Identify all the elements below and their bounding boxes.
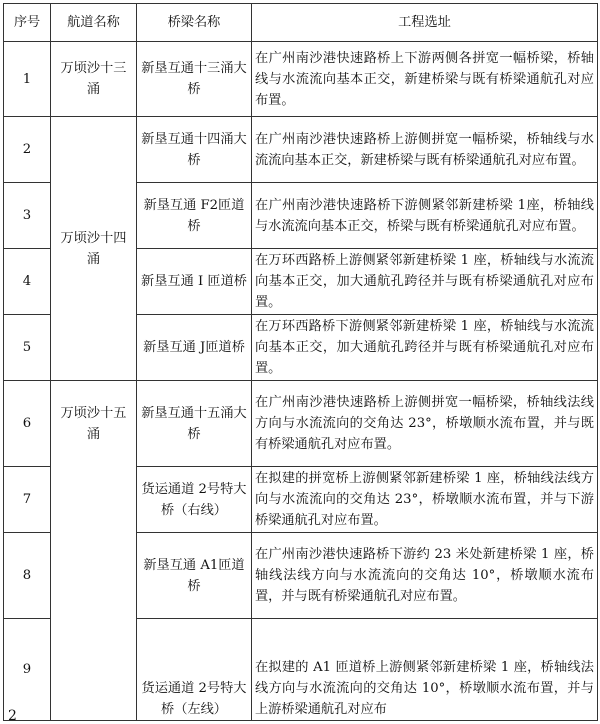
bridge-siting-table — [3, 3, 598, 724]
table-row — [4, 381, 598, 467]
row-number: 6 — [4, 381, 51, 467]
site-description: 在广州南沙港快速路桥下游侧紧邻新建桥梁 1座，桥轴线与水流流向基本正交，桥梁与既有桥梁通航孔对应布置。 — [252, 183, 598, 249]
channel-name: 万顷沙十四涌 — [51, 117, 137, 381]
header-channel: 航道名称 — [51, 4, 137, 42]
bridge-name: 新垦互通 F2匝道桥 — [137, 183, 252, 249]
site-description: 在广州南沙港快速路桥上游侧拼宽一幅桥梁，桥轴线法线方向与水流流向的交角达 23°，桥墩顺水流布置，并与既有桥梁通航孔对应布置。 — [252, 381, 598, 467]
bridge-name: 新垦互通十四涌大桥 — [137, 117, 252, 183]
row-number: 3 — [4, 183, 51, 249]
page-number: 2 — [8, 708, 17, 724]
bridge-name: 新垦互通 J匝道桥 — [137, 315, 252, 381]
row-number: 2 — [4, 117, 51, 183]
bridge-name: 新垦互通 I 匝道桥 — [137, 249, 252, 315]
channel-name: 万顷沙十三涌 — [51, 42, 137, 117]
site-description: 在拟建的拼宽桥上游侧紧邻新建桥梁 1 座，桥轴线法线方向与水流流向的交角达 23°，桥墩顺水流布置，并与下游桥梁通航孔对应布置。 — [252, 467, 598, 533]
row-number: 9 — [4, 619, 51, 721]
site-description: 在广州南沙港快速路桥下游约 23 米处新建桥梁 1 座，桥轴线法线方向与水流流向的交角达 10°，桥墩顺水流布置，并与既有桥梁通航孔对应布置。 — [252, 533, 598, 619]
site-description: 在万环西路桥下游侧紧邻新建桥梁 1 座，桥轴线与水流流向基本正交，加大通航孔跨径并与既有桥梁通航孔对应布置。 — [252, 315, 598, 381]
bridge-name: 货运通道 2号特大桥（右线） — [137, 467, 252, 533]
site-description: 在万环西路桥上游侧紧邻新建桥梁 1 座，桥轴线与水流流向基本正交，加大通航孔跨径并与既有桥梁通航孔对应布置。 — [252, 249, 598, 315]
header-bridge: 桥梁名称 — [137, 4, 252, 42]
table-row — [4, 42, 598, 117]
header-no: 序号 — [4, 4, 51, 42]
header-row — [4, 4, 598, 42]
row-number: 1 — [4, 42, 51, 117]
row-number: 4 — [4, 249, 51, 315]
bridge-name: 新垦互通十三涌大桥 — [137, 42, 252, 117]
site-description: 在广州南沙港快速路桥上下游两侧各拼宽一幅桥梁，桥轴线与水流流向基本正交，新建桥梁与既有桥梁通航孔对应布置。 — [252, 42, 598, 117]
bridge-name: 货运通道 2号特大桥（左线） — [137, 619, 252, 721]
bridge-name: 新垦互通 A1匝道桥 — [137, 533, 252, 619]
row-number: 7 — [4, 467, 51, 533]
channel-name: 万顷沙十五涌 — [51, 381, 137, 721]
header-site: 工程选址 — [252, 4, 598, 42]
site-description: 在广州南沙港快速路桥上游侧拼宽一幅桥梁，桥轴线与水流流向基本正交，新建桥梁与既有桥梁通航孔对应布置。 — [252, 117, 598, 183]
bridge-name: 新垦互通十五涌大桥 — [137, 381, 252, 467]
site-description: 在拟建的 A1 匝道桥上游侧紧邻新建桥梁 1 座，桥轴线法线方向与水流流向的交角达 10°，桥墩顺水流布置，并与上游桥梁通航孔对应布 — [252, 619, 598, 721]
row-number: 5 — [4, 315, 51, 381]
row-number: 8 — [4, 533, 51, 619]
table-row — [4, 117, 598, 183]
